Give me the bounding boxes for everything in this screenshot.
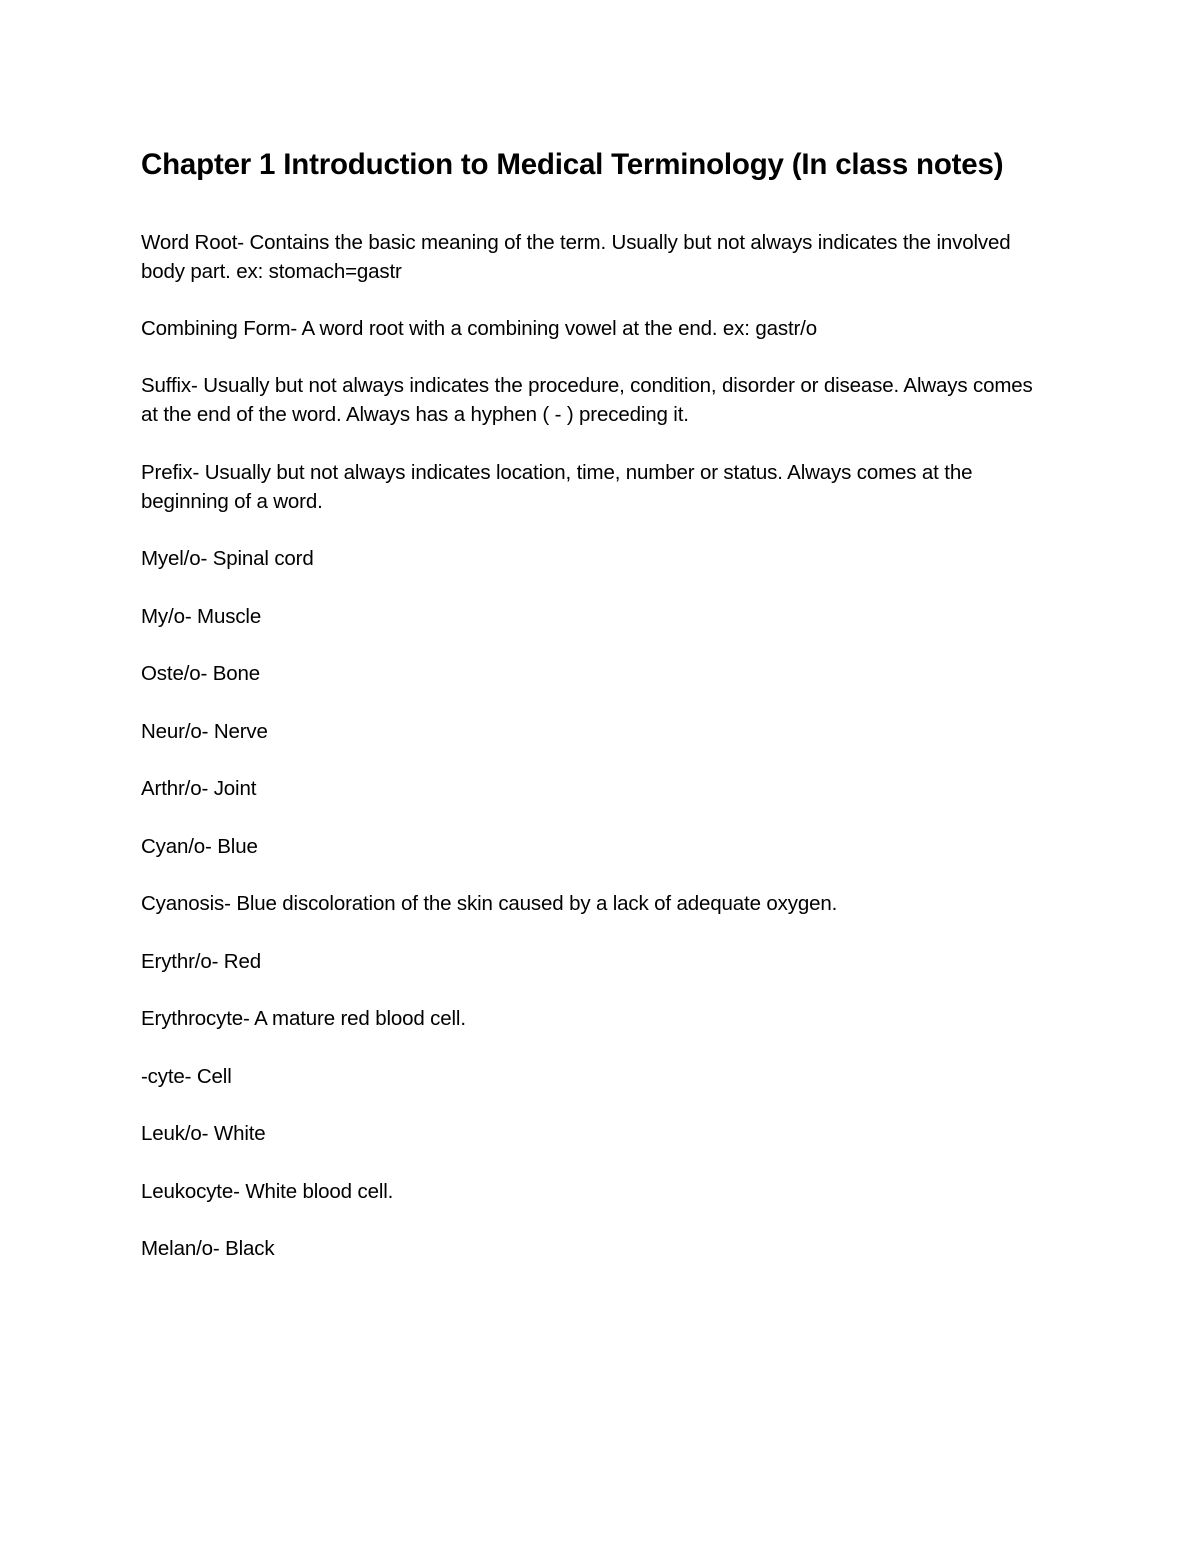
term-cyte: -cyte- Cell [141, 1065, 232, 1088]
term-my-o: My/o- Muscle [141, 605, 262, 628]
page-title: Chapter 1 Introduction to Medical Terminology (In class notes) [141, 148, 1004, 181]
term-leukocyte: Leukocyte- White blood cell. [141, 1180, 394, 1203]
term-arthr-o: Arthr/o- Joint [141, 777, 257, 800]
term-melan-o: Melan/o- Black [141, 1237, 275, 1260]
term-erythr-o: Erythr/o- Red [141, 950, 261, 973]
term-cyanosis: Cyanosis- Blue discoloration of the skin caused by a lack of adequate oxygen. [141, 892, 838, 915]
term-erythrocyte: Erythrocyte- A mature red blood cell. [141, 1007, 466, 1030]
paragraph-prefix: Prefix- Usually but not always indicates location, time, number or status. Always comes at the beginning of a word. [141, 461, 973, 513]
term-myel-o: Myel/o- Spinal cord [141, 547, 314, 570]
paragraph-word-root: Word Root- Contains the basic meaning of the term. Usually but not always indicates the involved body part. ex: stomach=gastr [141, 231, 1011, 283]
term-leuk-o: Leuk/o- White [141, 1122, 266, 1145]
term-oste-o: Oste/o- Bone [141, 662, 260, 685]
term-neur-o: Neur/o- Nerve [141, 720, 268, 743]
term-cyan-o: Cyan/o- Blue [141, 835, 258, 858]
paragraph-combining-form: Combining Form- A word root with a combining vowel at the end. ex: gastr/o [141, 317, 817, 340]
paragraph-suffix: Suffix- Usually but not always indicates the procedure, condition, disorder or disease. Always comes at the end of the word. Always has a hyphen ( - ) preceding it. [141, 374, 1033, 426]
